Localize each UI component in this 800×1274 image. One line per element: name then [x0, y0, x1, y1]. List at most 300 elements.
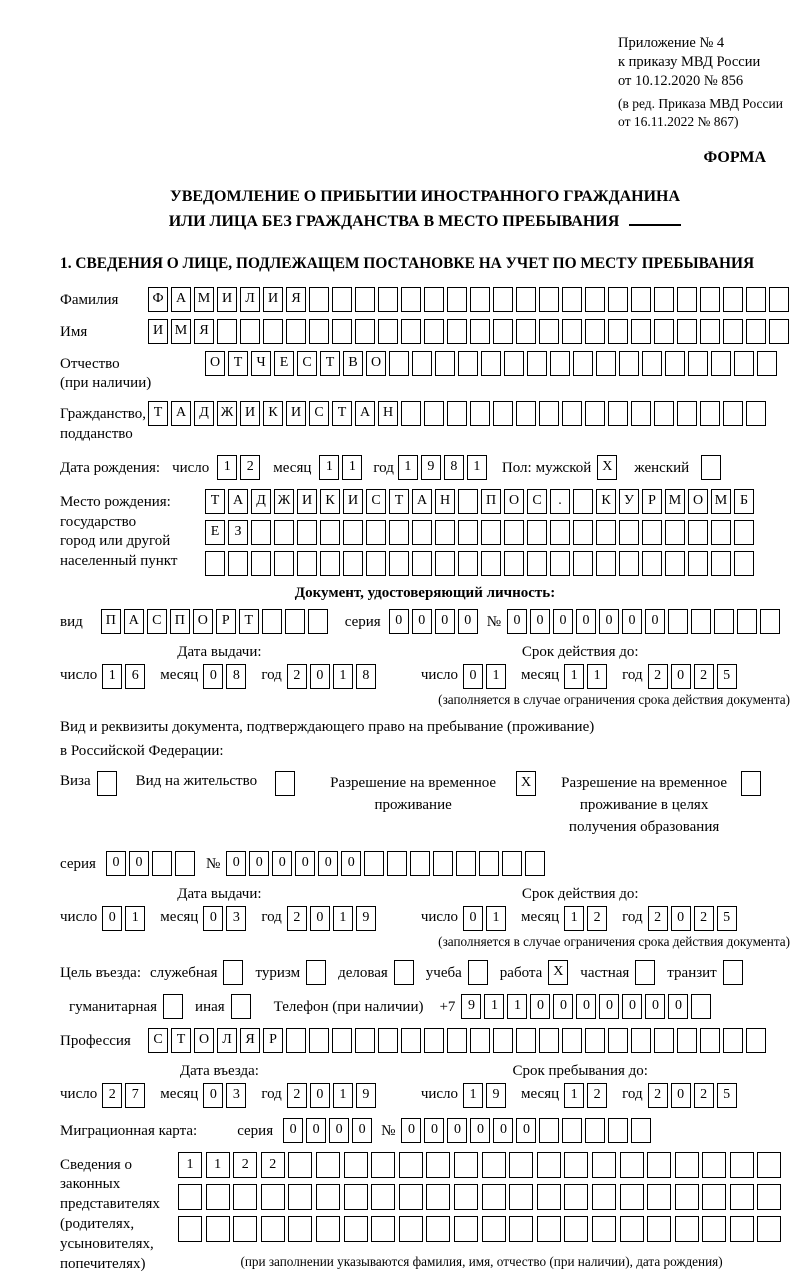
char-box[interactable]	[700, 401, 720, 426]
char-box[interactable]: 0	[668, 994, 688, 1019]
char-box[interactable]: Н	[435, 489, 455, 514]
char-box[interactable]	[316, 1152, 340, 1178]
char-box[interactable]	[152, 851, 172, 876]
char-box[interactable]: 0	[516, 1118, 536, 1143]
char-box[interactable]	[482, 1184, 506, 1210]
char-box[interactable]	[620, 1152, 644, 1178]
char-box[interactable]: 0	[249, 851, 269, 876]
char-box[interactable]: 1	[587, 664, 607, 689]
char-box[interactable]	[691, 994, 711, 1019]
char-box[interactable]: 7	[125, 1083, 145, 1108]
char-box[interactable]	[371, 1184, 395, 1210]
char-box[interactable]: 1	[564, 906, 584, 931]
char-box[interactable]	[741, 771, 761, 796]
char-box[interactable]: X	[548, 960, 568, 985]
char-box[interactable]	[677, 287, 697, 312]
char-box[interactable]	[309, 1028, 329, 1053]
char-box[interactable]	[223, 960, 243, 985]
char-box[interactable]	[675, 1152, 699, 1178]
char-box[interactable]: Ж	[274, 489, 294, 514]
char-box[interactable]	[564, 1216, 588, 1242]
char-box[interactable]	[306, 960, 326, 985]
char-box[interactable]	[596, 551, 616, 576]
char-box[interactable]	[734, 551, 754, 576]
char-box[interactable]: А	[171, 401, 191, 426]
char-box[interactable]	[619, 351, 639, 376]
char-box[interactable]: А	[124, 609, 144, 634]
char-box[interactable]: Т	[239, 609, 259, 634]
char-box[interactable]	[723, 401, 743, 426]
char-box[interactable]: И	[286, 401, 306, 426]
char-box[interactable]	[550, 551, 570, 576]
char-box[interactable]: 0	[599, 994, 619, 1019]
char-box[interactable]: И	[240, 401, 260, 426]
char-box[interactable]: 2	[694, 906, 714, 931]
char-box[interactable]: 0	[463, 664, 483, 689]
char-box[interactable]	[456, 851, 476, 876]
char-box[interactable]: П	[101, 609, 121, 634]
char-box[interactable]	[206, 1184, 230, 1210]
char-box[interactable]: Б	[734, 489, 754, 514]
char-box[interactable]: И	[343, 489, 363, 514]
char-box[interactable]	[562, 1118, 582, 1143]
char-box[interactable]: З	[228, 520, 248, 545]
char-box[interactable]: Ч	[251, 351, 271, 376]
char-box[interactable]: И	[263, 287, 283, 312]
char-box[interactable]	[608, 1118, 628, 1143]
char-box[interactable]: 0	[671, 1083, 691, 1108]
char-box[interactable]	[366, 551, 386, 576]
char-box[interactable]: 0	[318, 851, 338, 876]
char-box[interactable]	[677, 319, 697, 344]
char-box[interactable]: 0	[470, 1118, 490, 1143]
char-box[interactable]: У	[619, 489, 639, 514]
char-box[interactable]	[481, 351, 501, 376]
char-box[interactable]	[654, 401, 674, 426]
char-box[interactable]	[355, 319, 375, 344]
char-box[interactable]	[539, 1028, 559, 1053]
char-box[interactable]	[288, 1216, 312, 1242]
char-box[interactable]	[504, 551, 524, 576]
char-box[interactable]	[635, 960, 655, 985]
char-box[interactable]	[537, 1152, 561, 1178]
char-box[interactable]	[562, 287, 582, 312]
char-box[interactable]: В	[343, 351, 363, 376]
char-box[interactable]	[642, 551, 662, 576]
char-box[interactable]	[447, 287, 467, 312]
char-box[interactable]	[757, 1184, 781, 1210]
char-box[interactable]: 0	[401, 1118, 421, 1143]
char-box[interactable]: Т	[171, 1028, 191, 1053]
char-box[interactable]	[412, 520, 432, 545]
char-box[interactable]: 0	[447, 1118, 467, 1143]
char-box[interactable]	[723, 1028, 743, 1053]
char-box[interactable]	[746, 1028, 766, 1053]
char-box[interactable]	[665, 351, 685, 376]
char-box[interactable]: 2	[287, 1083, 307, 1108]
char-box[interactable]: 0	[352, 1118, 372, 1143]
char-box[interactable]: О	[193, 609, 213, 634]
char-box[interactable]	[399, 1184, 423, 1210]
char-box[interactable]: 1	[564, 664, 584, 689]
char-box[interactable]: 0	[424, 1118, 444, 1143]
char-box[interactable]	[723, 319, 743, 344]
char-box[interactable]	[509, 1184, 533, 1210]
char-box[interactable]: 0	[645, 994, 665, 1019]
char-box[interactable]: Е	[274, 351, 294, 376]
char-box[interactable]	[262, 609, 282, 634]
char-box[interactable]: 0	[412, 609, 432, 634]
char-box[interactable]	[378, 287, 398, 312]
char-box[interactable]	[435, 351, 455, 376]
char-box[interactable]	[746, 287, 766, 312]
char-box[interactable]: Т	[228, 351, 248, 376]
char-box[interactable]	[332, 287, 352, 312]
char-box[interactable]: 2	[261, 1152, 285, 1178]
char-box[interactable]: 0	[203, 664, 223, 689]
char-box[interactable]	[493, 401, 513, 426]
char-box[interactable]	[309, 319, 329, 344]
char-box[interactable]	[539, 287, 559, 312]
char-box[interactable]: 8	[444, 455, 464, 480]
char-box[interactable]: 9	[486, 1083, 506, 1108]
char-box[interactable]	[585, 1118, 605, 1143]
char-box[interactable]: С	[147, 609, 167, 634]
char-box[interactable]: 0	[329, 1118, 349, 1143]
char-box[interactable]: Р	[263, 1028, 283, 1053]
char-box[interactable]	[504, 351, 524, 376]
char-box[interactable]: 0	[530, 994, 550, 1019]
char-box[interactable]: .	[550, 489, 570, 514]
char-box[interactable]	[769, 287, 789, 312]
char-box[interactable]: 1	[463, 1083, 483, 1108]
char-box[interactable]: С	[148, 1028, 168, 1053]
char-box[interactable]: С	[527, 489, 547, 514]
char-box[interactable]: 0	[553, 994, 573, 1019]
char-box[interactable]	[596, 351, 616, 376]
char-box[interactable]: 0	[283, 1118, 303, 1143]
char-box[interactable]	[205, 551, 225, 576]
char-box[interactable]: 0	[106, 851, 126, 876]
char-box[interactable]	[206, 1216, 230, 1242]
char-box[interactable]	[426, 1216, 450, 1242]
char-box[interactable]	[378, 319, 398, 344]
char-box[interactable]	[537, 1184, 561, 1210]
char-box[interactable]: 0	[576, 609, 596, 634]
char-box[interactable]	[675, 1184, 699, 1210]
char-box[interactable]: 1	[342, 455, 362, 480]
char-box[interactable]	[297, 520, 317, 545]
char-box[interactable]: 0	[310, 1083, 330, 1108]
char-box[interactable]	[539, 319, 559, 344]
char-box[interactable]: С	[309, 401, 329, 426]
char-box[interactable]	[454, 1216, 478, 1242]
char-box[interactable]	[631, 401, 651, 426]
char-box[interactable]	[479, 851, 499, 876]
char-box[interactable]: М	[171, 319, 191, 344]
char-box[interactable]	[493, 1028, 513, 1053]
char-box[interactable]	[309, 287, 329, 312]
char-box[interactable]	[608, 401, 628, 426]
char-box[interactable]: Т	[205, 489, 225, 514]
char-box[interactable]	[642, 520, 662, 545]
char-box[interactable]	[688, 520, 708, 545]
char-box[interactable]	[677, 401, 697, 426]
char-box[interactable]	[481, 520, 501, 545]
char-box[interactable]	[608, 319, 628, 344]
char-box[interactable]: 0	[530, 609, 550, 634]
char-box[interactable]	[286, 1028, 306, 1053]
char-box[interactable]: 0	[272, 851, 292, 876]
char-box[interactable]	[700, 319, 720, 344]
char-box[interactable]	[619, 551, 639, 576]
char-box[interactable]: Т	[320, 351, 340, 376]
char-box[interactable]: Ж	[217, 401, 237, 426]
char-box[interactable]: 1	[507, 994, 527, 1019]
char-box[interactable]	[285, 609, 305, 634]
char-box[interactable]	[516, 1028, 536, 1053]
char-box[interactable]: О	[504, 489, 524, 514]
char-box[interactable]	[573, 351, 593, 376]
char-box[interactable]	[562, 1028, 582, 1053]
char-box[interactable]: 9	[356, 906, 376, 931]
char-box[interactable]	[592, 1152, 616, 1178]
char-box[interactable]	[233, 1184, 257, 1210]
char-box[interactable]: 1	[333, 664, 353, 689]
char-box[interactable]	[401, 287, 421, 312]
char-box[interactable]	[288, 1152, 312, 1178]
char-box[interactable]	[401, 1028, 421, 1053]
char-box[interactable]	[424, 319, 444, 344]
char-box[interactable]	[619, 520, 639, 545]
char-box[interactable]	[261, 1184, 285, 1210]
char-box[interactable]: 9	[421, 455, 441, 480]
char-box[interactable]	[458, 351, 478, 376]
char-box[interactable]: X	[597, 455, 617, 480]
char-box[interactable]	[665, 551, 685, 576]
char-box[interactable]	[251, 551, 271, 576]
char-box[interactable]: М	[711, 489, 731, 514]
char-box[interactable]	[730, 1184, 754, 1210]
char-box[interactable]	[316, 1184, 340, 1210]
char-box[interactable]	[711, 351, 731, 376]
char-box[interactable]: Т	[148, 401, 168, 426]
char-box[interactable]	[701, 455, 721, 480]
char-box[interactable]	[711, 551, 731, 576]
char-box[interactable]: 1	[206, 1152, 230, 1178]
char-box[interactable]	[426, 1152, 450, 1178]
char-box[interactable]	[539, 401, 559, 426]
char-box[interactable]	[527, 351, 547, 376]
char-box[interactable]	[631, 287, 651, 312]
char-box[interactable]: Л	[217, 1028, 237, 1053]
char-box[interactable]: К	[596, 489, 616, 514]
char-box[interactable]: 1	[217, 455, 237, 480]
char-box[interactable]	[730, 1216, 754, 1242]
char-box[interactable]	[261, 1216, 285, 1242]
char-box[interactable]: Т	[332, 401, 352, 426]
char-box[interactable]: 0	[310, 906, 330, 931]
char-box[interactable]	[702, 1216, 726, 1242]
char-box[interactable]	[493, 319, 513, 344]
char-box[interactable]: Е	[205, 520, 225, 545]
char-box[interactable]	[343, 551, 363, 576]
char-box[interactable]: 5	[717, 1083, 737, 1108]
char-box[interactable]: 2	[587, 1083, 607, 1108]
char-box[interactable]	[371, 1152, 395, 1178]
char-box[interactable]	[387, 851, 407, 876]
char-box[interactable]	[573, 520, 593, 545]
char-box[interactable]	[175, 851, 195, 876]
char-box[interactable]	[691, 609, 711, 634]
char-box[interactable]: О	[366, 351, 386, 376]
char-box[interactable]	[447, 1028, 467, 1053]
char-box[interactable]	[757, 351, 777, 376]
char-box[interactable]	[757, 1152, 781, 1178]
char-box[interactable]: 0	[463, 906, 483, 931]
char-box[interactable]: Я	[240, 1028, 260, 1053]
char-box[interactable]: 2	[287, 664, 307, 689]
char-box[interactable]	[668, 609, 688, 634]
char-box[interactable]: 2	[233, 1152, 257, 1178]
char-box[interactable]	[251, 520, 271, 545]
char-box[interactable]: А	[412, 489, 432, 514]
char-box[interactable]	[470, 401, 490, 426]
char-box[interactable]	[308, 609, 328, 634]
char-box[interactable]	[723, 960, 743, 985]
char-box[interactable]	[458, 489, 478, 514]
char-box[interactable]	[320, 551, 340, 576]
char-box[interactable]: М	[665, 489, 685, 514]
char-box[interactable]: 9	[356, 1083, 376, 1108]
char-box[interactable]	[654, 287, 674, 312]
char-box[interactable]: 0	[458, 609, 478, 634]
char-box[interactable]: 1	[467, 455, 487, 480]
char-box[interactable]	[274, 551, 294, 576]
char-box[interactable]: А	[228, 489, 248, 514]
char-box[interactable]	[468, 960, 488, 985]
char-box[interactable]	[537, 1216, 561, 1242]
char-box[interactable]	[178, 1216, 202, 1242]
char-box[interactable]: 5	[717, 664, 737, 689]
char-box[interactable]: 3	[226, 1083, 246, 1108]
char-box[interactable]	[355, 1028, 375, 1053]
char-box[interactable]: 0	[493, 1118, 513, 1143]
char-box[interactable]: 0	[671, 664, 691, 689]
char-box[interactable]: 0	[203, 906, 223, 931]
char-box[interactable]	[470, 319, 490, 344]
char-box[interactable]: С	[297, 351, 317, 376]
char-box[interactable]	[332, 1028, 352, 1053]
char-box[interactable]: 0	[226, 851, 246, 876]
char-box[interactable]: Я	[286, 287, 306, 312]
char-box[interactable]	[592, 1216, 616, 1242]
char-box[interactable]	[539, 1118, 559, 1143]
char-box[interactable]	[631, 1118, 651, 1143]
char-box[interactable]	[458, 520, 478, 545]
char-box[interactable]: 1	[398, 455, 418, 480]
char-box[interactable]	[316, 1216, 340, 1242]
char-box[interactable]	[746, 319, 766, 344]
char-box[interactable]	[702, 1152, 726, 1178]
char-box[interactable]: 0	[507, 609, 527, 634]
char-box[interactable]: 1	[319, 455, 339, 480]
char-box[interactable]	[163, 994, 183, 1019]
char-box[interactable]: А	[355, 401, 375, 426]
char-box[interactable]	[688, 351, 708, 376]
char-box[interactable]: 8	[226, 664, 246, 689]
char-box[interactable]	[344, 1216, 368, 1242]
char-box[interactable]: 0	[645, 609, 665, 634]
char-box[interactable]	[562, 401, 582, 426]
char-box[interactable]	[394, 960, 414, 985]
char-box[interactable]	[424, 1028, 444, 1053]
char-box[interactable]	[458, 551, 478, 576]
char-box[interactable]: 1	[125, 906, 145, 931]
char-box[interactable]	[470, 1028, 490, 1053]
char-box[interactable]: 2	[694, 664, 714, 689]
char-box[interactable]	[665, 520, 685, 545]
char-box[interactable]	[493, 287, 513, 312]
char-box[interactable]: 2	[240, 455, 260, 480]
char-box[interactable]: Р	[642, 489, 662, 514]
char-box[interactable]	[454, 1184, 478, 1210]
char-box[interactable]: Д	[194, 401, 214, 426]
char-box[interactable]	[504, 520, 524, 545]
char-box[interactable]	[509, 1152, 533, 1178]
char-box[interactable]: С	[366, 489, 386, 514]
char-box[interactable]	[297, 551, 317, 576]
char-box[interactable]	[470, 287, 490, 312]
char-box[interactable]	[647, 1184, 671, 1210]
char-box[interactable]	[730, 1152, 754, 1178]
char-box[interactable]: А	[171, 287, 191, 312]
char-box[interactable]	[760, 609, 780, 634]
char-box[interactable]	[482, 1152, 506, 1178]
char-box[interactable]: 0	[671, 906, 691, 931]
char-box[interactable]: Ф	[148, 287, 168, 312]
char-box[interactable]: 0	[389, 609, 409, 634]
char-box[interactable]	[240, 319, 260, 344]
char-box[interactable]	[573, 551, 593, 576]
char-box[interactable]	[677, 1028, 697, 1053]
char-box[interactable]	[424, 401, 444, 426]
char-box[interactable]	[527, 520, 547, 545]
char-box[interactable]	[734, 351, 754, 376]
char-box[interactable]: 0	[310, 664, 330, 689]
char-box[interactable]: 0	[599, 609, 619, 634]
char-box[interactable]: 0	[295, 851, 315, 876]
char-box[interactable]	[592, 1184, 616, 1210]
char-box[interactable]: К	[263, 401, 283, 426]
char-box[interactable]	[482, 1216, 506, 1242]
char-box[interactable]	[288, 1184, 312, 1210]
char-box[interactable]	[654, 1028, 674, 1053]
char-box[interactable]	[757, 1216, 781, 1242]
char-box[interactable]	[746, 401, 766, 426]
char-box[interactable]	[263, 319, 283, 344]
char-box[interactable]	[399, 1152, 423, 1178]
char-box[interactable]: Н	[378, 401, 398, 426]
char-box[interactable]	[389, 351, 409, 376]
char-box[interactable]: 1	[333, 1083, 353, 1108]
char-box[interactable]	[714, 609, 734, 634]
char-box[interactable]: Т	[389, 489, 409, 514]
char-box[interactable]	[734, 520, 754, 545]
char-box[interactable]	[454, 1152, 478, 1178]
char-box[interactable]: Я	[194, 319, 214, 344]
char-box[interactable]: 0	[622, 609, 642, 634]
